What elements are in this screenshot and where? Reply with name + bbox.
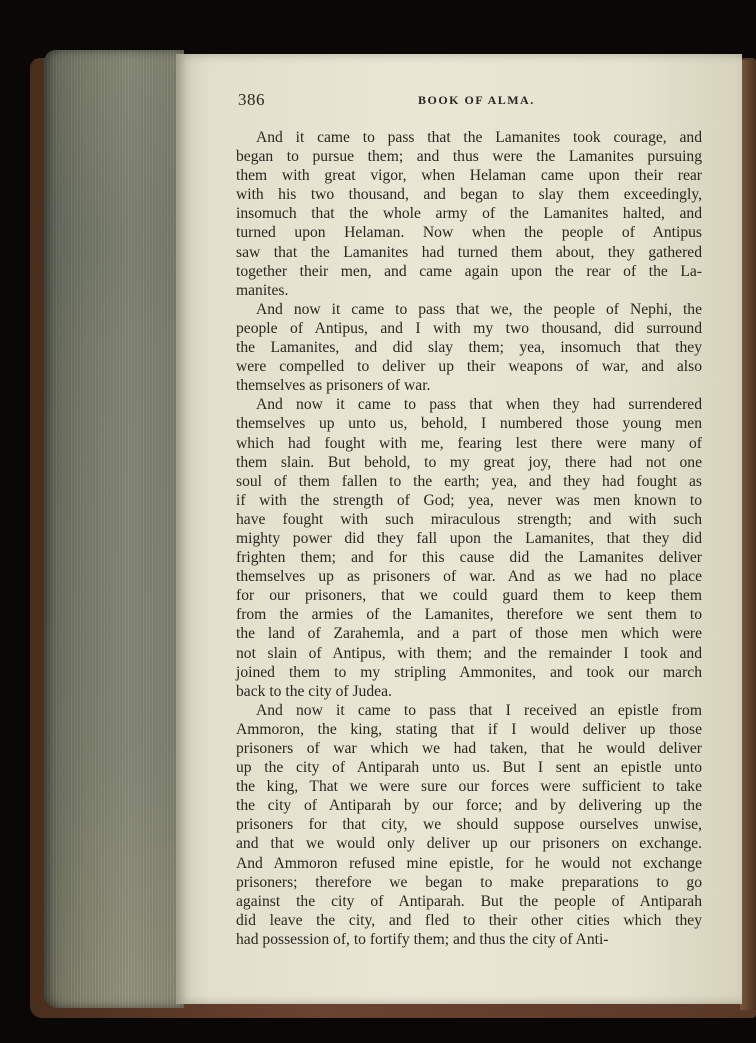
text-line: prisoners of war which we had taken, that he would deliver (236, 740, 702, 757)
text-line: together their men, and came again upon the rear of the La- (236, 262, 702, 280)
body-text (236, 128, 702, 949)
paragraph (236, 701, 702, 949)
text-line: if with the strength of God; yea, never was men known to (236, 491, 702, 509)
text-line: not slain of Antipus, with them; and the remainder I took and (236, 644, 702, 662)
text-line: prisoners for that city, we should suppose ourselves unwise, (236, 816, 702, 834)
text-line: And now it came to pass that we, the people of Nephi, the (256, 300, 702, 318)
text-line: themselves up unto us, behold, I numbered those young men (236, 415, 702, 433)
text-line: And now it came to pass that when they had surrendered (256, 396, 702, 414)
text-line: people of Antipus, and I with my two thousand, did surround (236, 319, 702, 337)
text-line: back to the city of Judea. (236, 682, 392, 700)
text-line: soul of them fallen to the earth; yea, and they had fought as (236, 472, 702, 490)
text-line: the land of Zarahemla, and a part of those men which were (236, 625, 702, 643)
text-line: the Lamanites, and did slay them; yea, insomuch that they (236, 339, 702, 357)
text-line: the city of Antiparah by our force; and by delivering up the (236, 797, 702, 815)
text-line: them with great vigor, when Helaman came upon their rear (236, 167, 702, 185)
text-line: joined them to my stripling Ammonites, and took our march (236, 663, 702, 681)
text-line: And it came to pass that the Lamanites took courage, and (256, 129, 702, 146)
page-edges (44, 50, 184, 1008)
running-head: BOOK OF ALMA. (418, 93, 535, 107)
text-line: which had fought with me, fearing lest there were many of (236, 434, 702, 452)
text-line: themselves up as prisoners of war. And as we had no place (236, 568, 702, 586)
text-line: Ammoron, the king, stating that if I would deliver up those (236, 720, 702, 738)
text-line: with his two thousand, and began to slay them exceedingly, (236, 186, 702, 204)
text-line: insomuch that the whole army of the Lamanites halted, and (236, 205, 702, 223)
text-line: from the armies of the Lamanites, therefore we sent them to (236, 606, 702, 624)
page-header (238, 90, 718, 112)
text-line: prisoners; therefore we began to make preparations to go (236, 873, 702, 891)
text-line: and that we would only deliver up our prisoners on exchange. (236, 835, 702, 853)
text-line: manites. (236, 281, 289, 299)
text-line: were compelled to deliver up their weapons of war, and also (236, 358, 702, 376)
text-line: And now it came to pass that I received an epistle from (256, 701, 702, 719)
text-line: And Ammoron refused mine epistle, for he would not exchange (236, 854, 702, 872)
text-line: turned upon Helaman. Now when the people of Antipus (236, 224, 702, 242)
text-line: frighten them; and for this cause did the Lamanites deliver (236, 549, 702, 567)
text-line: have fought with such miraculous strength; and with such (236, 510, 702, 528)
text-line: against the city of Antiparah. But the people of Antiparah (236, 892, 702, 910)
cover-edge (740, 60, 756, 1010)
text-line: themselves as prisoners of war. (236, 377, 431, 395)
paragraph (236, 300, 702, 395)
text-line: the king, That we were sure our forces were sufficient to take (236, 778, 702, 796)
text-line: saw that the Lamanites had turned them about, they gathered (236, 243, 702, 261)
text-line: did leave the city, and fled to their other cities which they (236, 911, 702, 929)
text-line: began to pursue them; and thus were the Lamanites pursuing (236, 148, 702, 166)
text-line: had possession of, to fortify them; and thus the city of Anti- (236, 930, 609, 948)
text-line: mighty power did they fall upon the Lamanites, that they did (236, 529, 702, 547)
text-line: for our prisoners, that we could guard them to keep them (236, 587, 702, 605)
paragraph (236, 395, 702, 701)
text-line: them slain. But behold, to my great joy, there had not one (236, 453, 702, 471)
text-line: up the city of Antiparah unto us. But I sent an epistle unto (236, 759, 702, 777)
page-number: 386 (238, 90, 265, 109)
paragraph (236, 128, 702, 300)
